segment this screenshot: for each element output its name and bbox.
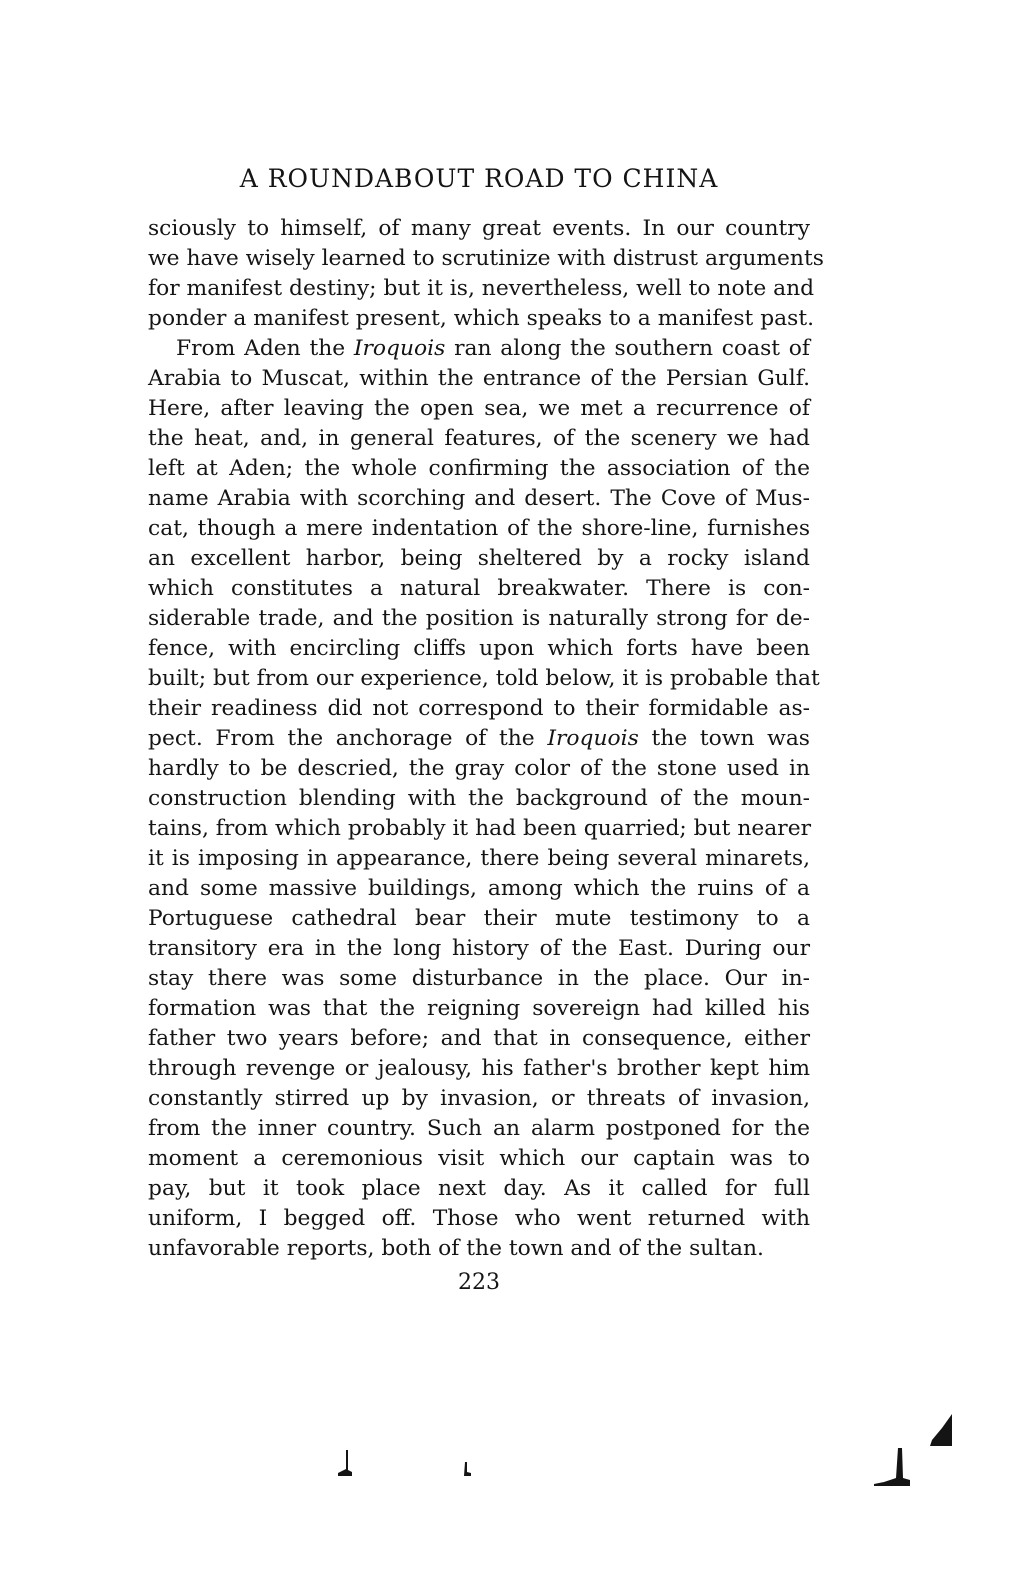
text-line: through revenge or jealousy, his father's brother kept him (148, 1056, 810, 1081)
text-line: ponder a manifest present, which speaks to a manifest past. (148, 306, 815, 331)
text-line: the heat, and, in general features, of the scenery we had (148, 426, 810, 451)
body-text (148, 214, 824, 1264)
text-line: cat, though a mere indentation of the shore-line, furnishes (148, 516, 810, 541)
text-line: Portuguese cathedral bear their mute testimony to a (148, 906, 810, 931)
text-line: an excellent harbor, being sheltered by a rocky island (148, 546, 810, 571)
text-segment: pect. From the anchorage of the (148, 726, 535, 751)
text-line: and some massive buildings, among which the ruins of a (148, 876, 810, 901)
scan-smudge-mark (930, 1414, 952, 1446)
text-line: left at Aden; the whole confirming the association of the (148, 456, 810, 481)
text-line: Arabia to Muscat, within the entrance of the Persian Gulf. (148, 366, 810, 391)
scan-smudge-mark (338, 1450, 352, 1476)
text-line: tains, from which probably it had been quarried; but nearer (148, 816, 812, 841)
page-number: 223 (458, 1270, 500, 1295)
ship-name: Iroquois (547, 726, 639, 751)
text-line: construction blending with the background of the moun- (148, 786, 810, 811)
text-line: constantly stirred up by invasion, or threats of invasion, (148, 1086, 810, 1111)
text-line (148, 334, 810, 364)
text-line: it is imposing in appearance, there being several minarets, (148, 846, 810, 871)
running-head: A ROUNDABOUT ROAD TO CHINA (239, 164, 719, 193)
text-line: formation was that the reigning sovereign had killed his (148, 996, 810, 1021)
text-line: we have wisely learned to scrutinize with distrust arguments (148, 246, 824, 271)
text-line: unfavorable reports, both of the town and of the sultan. (148, 1236, 764, 1261)
text-line (148, 724, 810, 754)
ship-name: Iroquois (353, 336, 446, 361)
text-line: from the inner country. Such an alarm postponed for the (148, 1116, 810, 1141)
text-line: pay, but it took place next day. As it called for full (148, 1176, 810, 1201)
text-line: moment a ceremonious visit which our captain was to (148, 1146, 810, 1171)
text-segment: From Aden the (176, 336, 346, 361)
text-line: transitory era in the long history of the East. During our (148, 936, 810, 961)
scan-smudge-mark (463, 1462, 471, 1476)
text-line: built; but from our experience, told below, it is probable that (148, 666, 820, 691)
scan-smudge-mark (874, 1448, 910, 1486)
text-line: which constitutes a natural breakwater. There is con- (148, 576, 810, 601)
text-segment: the town was (651, 726, 810, 751)
text-line: stay there was some disturbance in the place. Our in- (148, 966, 810, 991)
text-segment: ran along the southern coast of (454, 336, 810, 361)
text-line: uniform, I begged off. Those who went returned with (148, 1206, 810, 1231)
text-line: name Arabia with scorching and desert. The Cove of Mus- (148, 486, 810, 511)
text-line: sciously to himself, of many great events. In our country (148, 216, 810, 241)
text-line: fence, with encircling cliffs upon which forts have been (148, 636, 810, 661)
text-line: Here, after leaving the open sea, we met a recurrence of (148, 396, 810, 421)
text-line: for manifest destiny; but it is, nevertheless, well to note and (148, 276, 815, 301)
text-line: hardly to be descried, the gray color of the stone used in (148, 756, 810, 781)
text-line: siderable trade, and the position is naturally strong for de- (148, 606, 810, 631)
text-line: father two years before; and that in consequence, either (148, 1026, 810, 1051)
text-line: their readiness did not correspond to their formidable as- (148, 696, 810, 721)
